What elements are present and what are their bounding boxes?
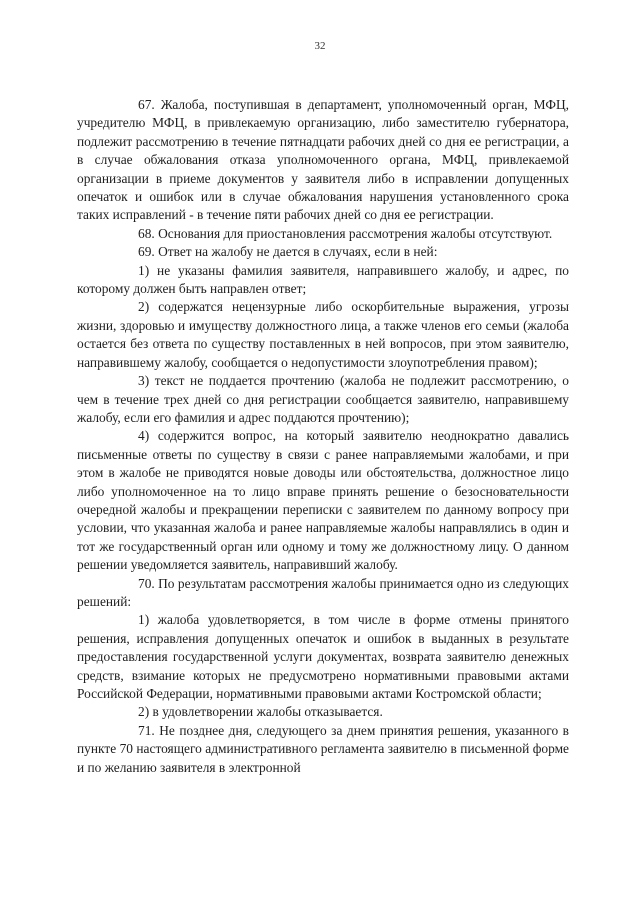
paragraph-68: 68. Основания для приостановления рассмотрения жалобы отсутствуют. xyxy=(138,225,553,241)
paragraph-69-item-3: 3) текст не поддается прочтению (жалоба не подлежит рассмотрению, о чем в течение трех дней со дня регистрации сообщается заявителю, направившему жалобу, если его фамилия и адрес поддаются прочтению); xyxy=(77,373,569,425)
paragraph-67: 67. Жалоба, поступившая в департамент, уполномоченный орган, МФЦ, учредителю МФЦ, в привлекаемую организацию, либо заместителю губернатора, подлежит рассмотрению в течение пятнадцати рабочих дней со дня ее регистрации, а в случае обжалования отказа уполномоченного органа, МФЦ, привлекаемой организации в приеме документов у заявителя либо в исправлении допущенных опечаток и ошибок или в случае обжалования нарушения установленного срока таких исправлений - в течение пяти рабочих дней со дня ее регистрации. xyxy=(77,97,569,223)
page-body xyxy=(77,96,569,777)
paragraph-69: 69. Ответ на жалобу не дается в случаях, если в ней: xyxy=(138,244,438,260)
page-number: 32 xyxy=(314,40,326,52)
paragraph-70-item-1: 1) жалоба удовлетворяется, в том числе в форме отмены принятого решения, исправления допущенных опечаток и ошибок в выданных в результате предоставления государственной услуги документах, возврата заявителю денежных средств, взимание которых не предусмотрено нормативными правовыми актами Российской Федерации, нормативными правовыми актами Костромской области; xyxy=(77,612,569,701)
paragraph-70-item-2: 2) в удовлетворении жалобы отказывается. xyxy=(138,704,383,720)
paragraph-69-item-2: 2) содержатся нецензурные либо оскорбительные выражения, угрозы жизни, здоровью и имуществу должностного лица, а также членов его семьи (жалоба остается без ответа по существу поставленных в ней вопросов, при этом заявителю, направившему жалобу, сообщается о недопустимости злоупотребления правом); xyxy=(77,299,569,370)
paragraph-70: 70. По результатам рассмотрения жалобы принимается одно из следующих решений: xyxy=(77,575,569,609)
paragraph-71: 71. Не позднее дня, следующего за днем принятия решения, указанного в пункте 70 настоящего административного регламента заявителю в письменной форме и по желанию заявителя в электронной xyxy=(77,722,569,775)
paragraph-69-item-4: 4) содержится вопрос, на который заявителю неоднократно давались письменные ответы по существу в связи с ранее направляемыми жалобами, и при этом в жалобе не приводятся новые доводы или обстоятельства, должностное лицо либо уполномоченное на то лицо вправе принять решение о безосновательности очередной жалобы и прекращении переписки с заявителем по данному вопросу при условии, что указанная жалоба и ранее направляемые жалобы направлялись в один и тот же государственный орган или одному и тому же должностному лицу. О данном решении уведомляется заявитель, направивший жалобу. xyxy=(77,428,569,573)
paragraph-69-item-1: 1) не указаны фамилия заявителя, направившего жалобу, и адрес, по которому должен быть направлен ответ; xyxy=(77,262,569,297)
